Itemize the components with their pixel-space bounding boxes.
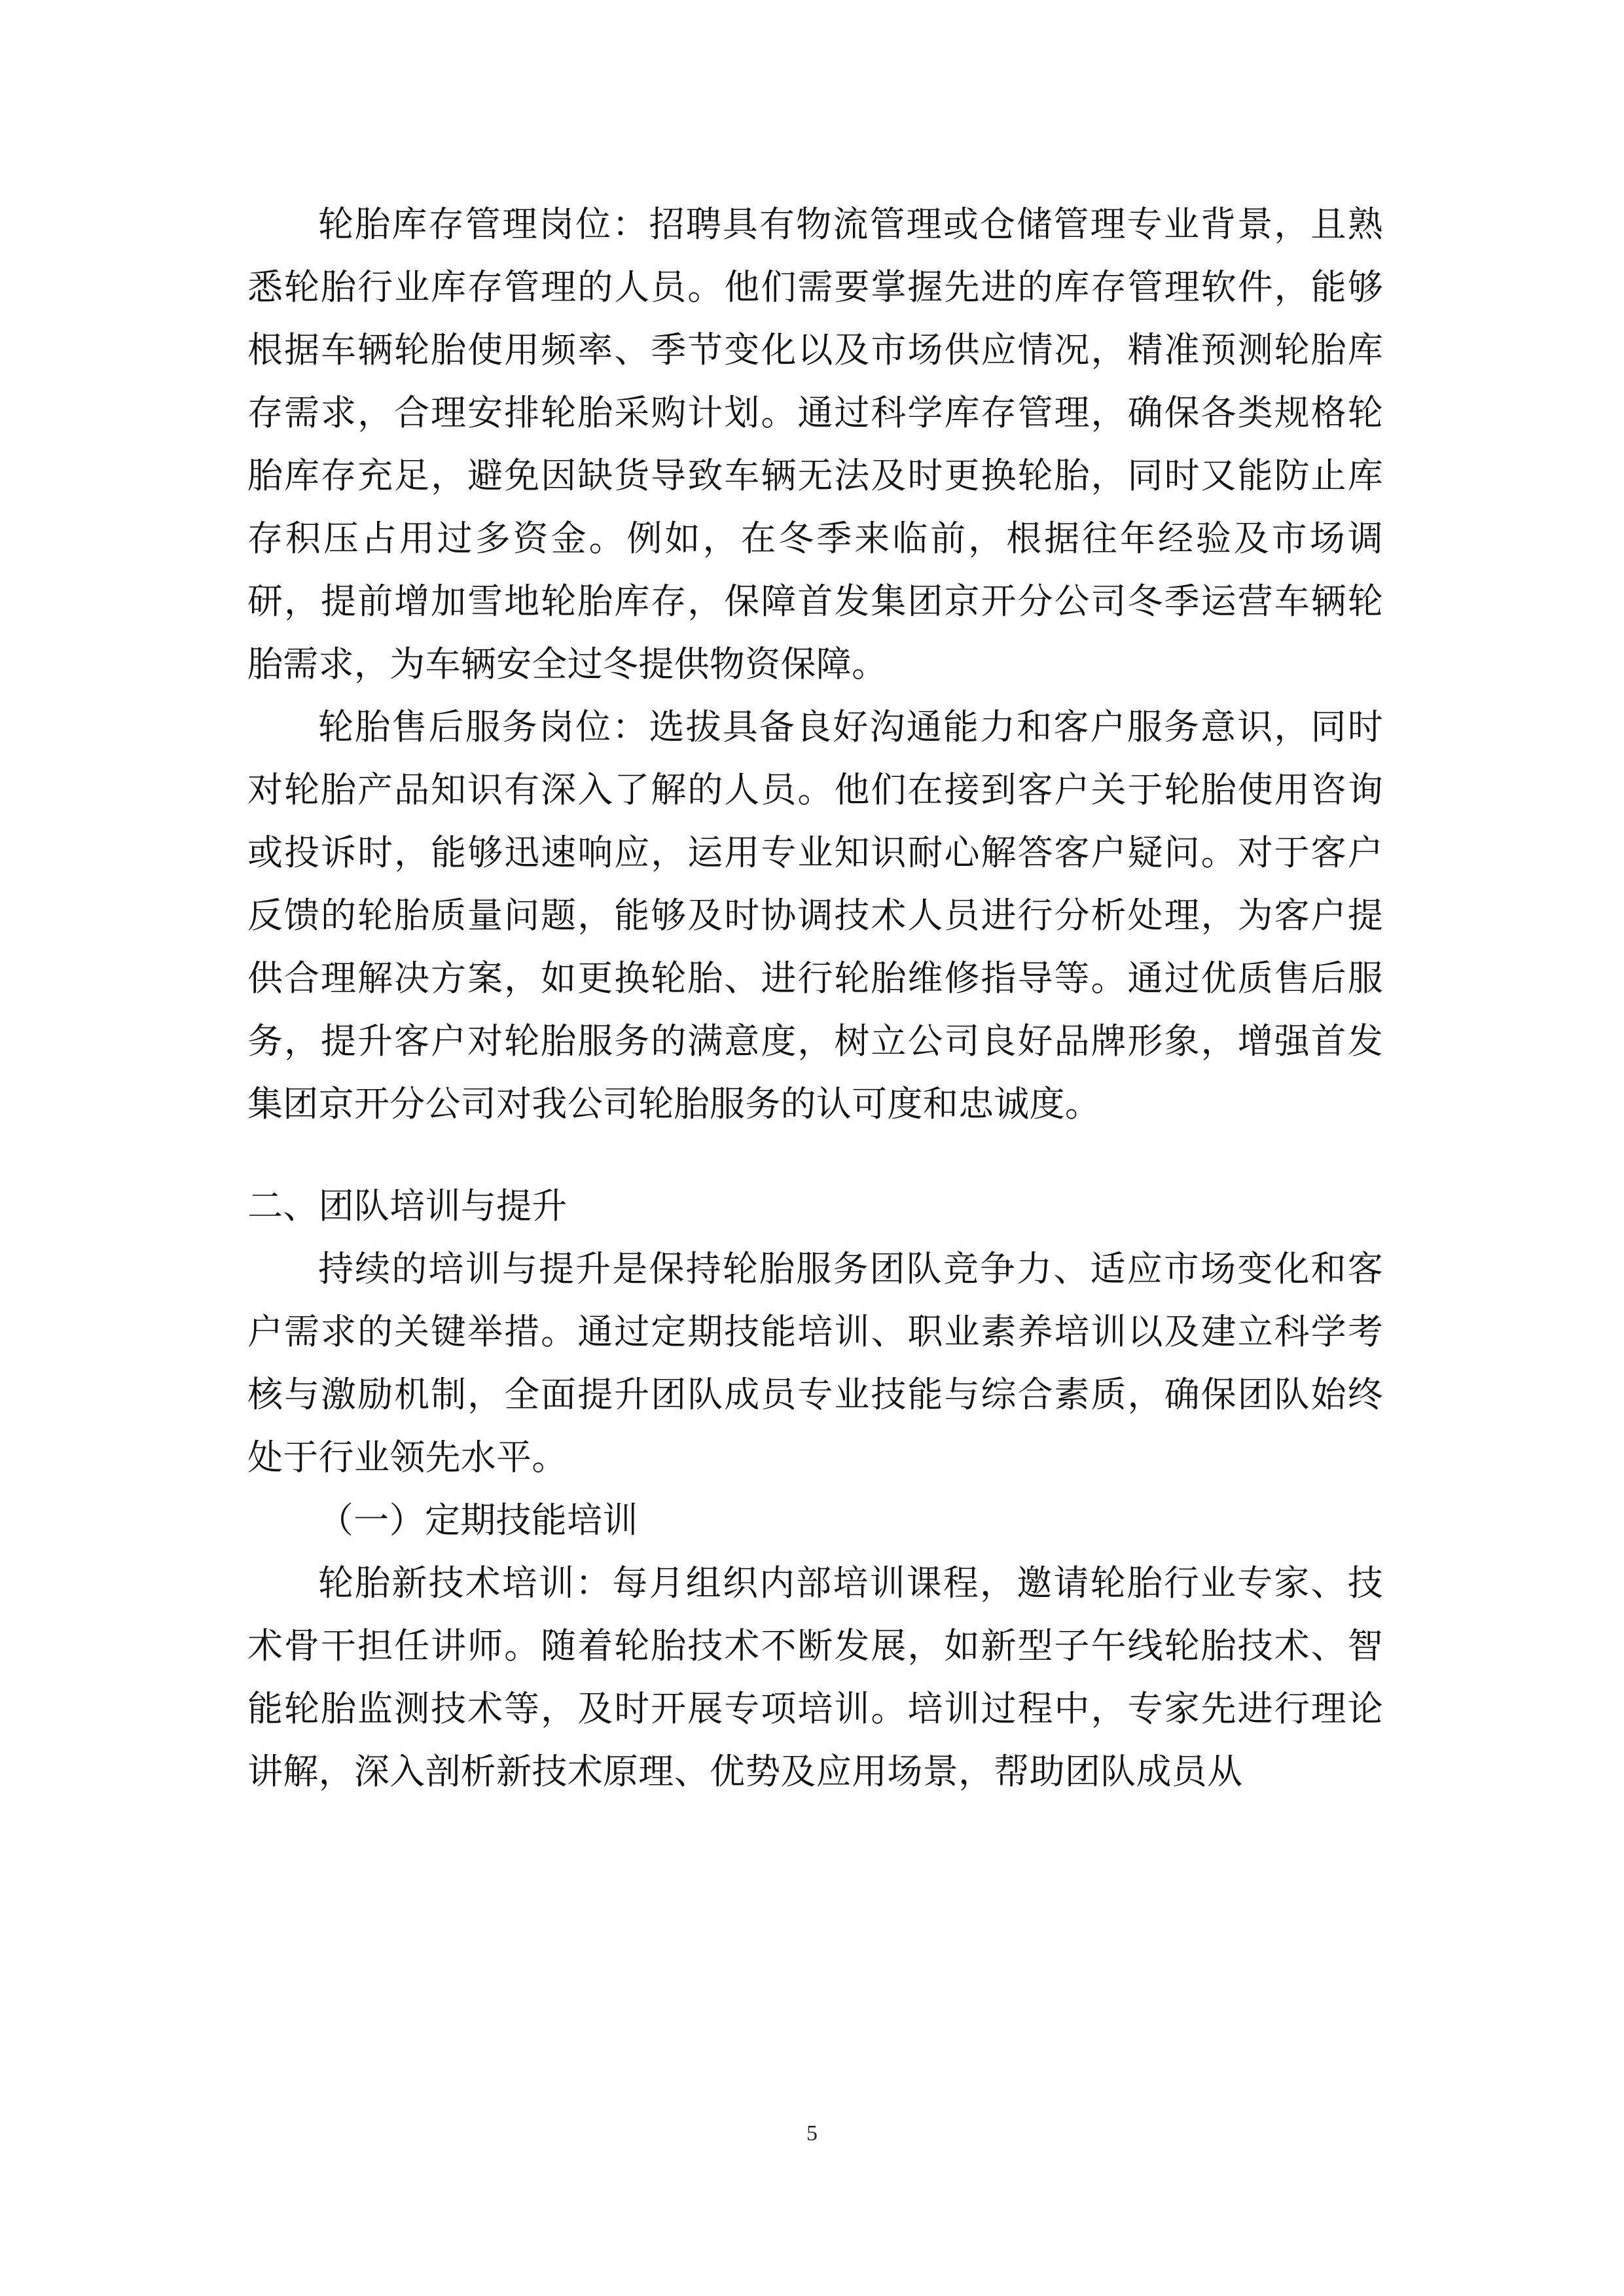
page-content bbox=[247, 193, 1383, 1803]
page-number: 5 bbox=[806, 2121, 818, 2145]
section-heading: 二、团队培训与提升 bbox=[247, 1185, 568, 1227]
paragraph-tire-inventory-management: 轮胎库存管理岗位：招聘具有物流管理或仓储管理专业背景，且熟悉轮胎行业库存管理的人员。他们需要掌握先进的库存管理软件，能够根据车辆轮胎使用频率、季节变化以及市场供应情况，精准预测轮胎库存需求，合理安排轮胎采购计划。通过科学库存管理，确保各类规格轮胎库存充足，避免因缺货导致车辆无法及时更换轮胎，同时又能防止库存积压占用过多资金。例如，在冬季来临前，根据往年经验及市场调研，提前增加雪地轮胎库存，保障首发集团京开分公司冬季运营车辆轮胎需求，为车辆安全过冬提供物资保障。 bbox=[247, 204, 1383, 685]
paragraph-new-technology-training: 轮胎新技术培训：每月组织内部培训课程，邀请轮胎行业专家、技术骨干担任讲师。随着轮胎技术不断发展，如新型子午线轮胎技术、智能轮胎监测技术等，及时开展专项培训。培训过程中，专家先进行理论讲解，深入剖析新技术原理、优势及应用场景，帮助团队成员从 bbox=[247, 1562, 1383, 1792]
paragraph-training-overview: 持续的培训与提升是保持轮胎服务团队竞争力、适应市场变化和客户需求的关键举措。通过定期技能培训、职业素养培训以及建立科学考核与激励机制，全面提升团队成员专业技能与综合素质，确保团队始终处于行业领先水平。 bbox=[247, 1248, 1383, 1478]
subsection-heading: （一）定期技能培训 bbox=[318, 1499, 638, 1541]
paragraph-tire-after-sales-service: 轮胎售后服务岗位：选拔具备良好沟通能力和客户服务意识，同时对轮胎产品知识有深入了解的人员。他们在接到客户关于轮胎使用咨询或投诉时，能够迅速响应，运用专业知识耐心解答客户疑问。对于客户反馈的轮胎质量问题，能够及时协调技术人员进行分析处理，为客户提供合理解决方案，如更换轮胎、进行轮胎维修指导等。通过优质售后服务，提升客户对轮胎服务的满意度，树立公司良好品牌形象，增强首发集团京开分公司对我公司轮胎服务的认可度和忠诚度。 bbox=[247, 706, 1383, 1124]
